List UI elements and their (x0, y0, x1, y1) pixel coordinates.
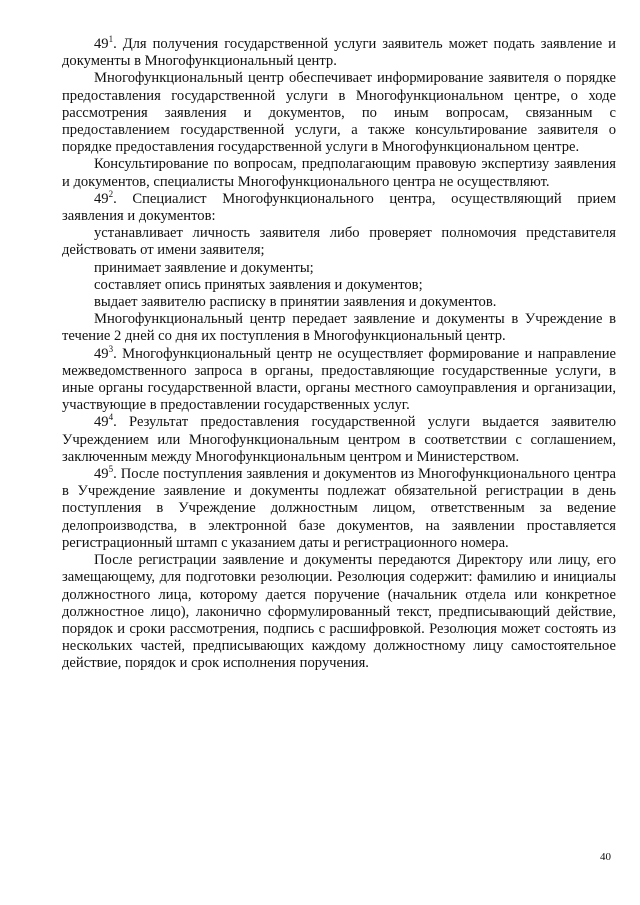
paragraph-49-5: $49^5$. После поступления заявления и документов из Многофункционального центра в Учреждение заявление и документы подлежат обязательной регистрации в день поступления в Учреждение должностным лицом, ответственным за ведение делопроизводства, в электронной базе документов, на заявлении проставляется регистрационный штамп с указанием даты и регистрационного номера. (62, 464, 616, 551)
paragraph-consulting: Консультирование по вопросам, предполагающим правовую экспертизу заявления и документов, специалисты Многофункционального центра не осуществляют. (62, 156, 616, 190)
paragraph-49-2: $49^2$. Специалист Многофункционального центра, осуществляющий прием заявления и документов: (62, 188, 616, 225)
list-item-receipt: выдает заявителю расписку в принятии заявления и документов. (94, 294, 497, 311)
document-body (62, 36, 616, 673)
list-item-accepts-documents: принимает заявление и документы; (94, 259, 314, 276)
paragraph-49-1: $49^1$. Для получения государственной услуги заявитель может подать заявление и документы в Многофункциональный центр. (62, 34, 616, 70)
paragraph-mfc-informing: Многофункциональный центр обеспечивает информирование заявителя о порядке предоставления государственной услуги в Многофункциональном центре, о ходе рассмотрения заявления и документов, по иным вопросам, связанным с предоставлением государственной услуги, а также консультирование заявителя о порядке предоставления государственной услуги в Многофункциональном центре. (62, 70, 616, 156)
paragraph-transfer: Многофункциональный центр передает заявление и документы в Учреждение в течение 2 дней со дня их поступления в Многофункциональный центр. (62, 311, 616, 345)
paragraph-resolution: После регистрации заявление и документы передаются Директору или лицу, его замещающему, для подготовки резолюции. Резолюция содержит: фамилию и инициалы должностного лица, которому дается поручение (начальник отдела или конкретное должностное лицо), лаконично сформулированный текст, предписывающий действие, порядок и сроки рассмотрения, подпись с расшифровкой. Резолюция может состоять из нескольких частей, предписывающих каждому должностному лицу самостоятельное действие, порядок и срок исполнения поручения. (62, 552, 616, 672)
paragraph-49-4: $49^4$. Результат предоставления государственной услуги выдается заявителю Учреждением или Многофункциональным центром в соответствии с соглашением, заключенным между Многофункциональным центром и Министерством. (62, 412, 616, 465)
list-item-identity-check: устанавливает личность заявителя либо проверяет полномочия представителя действовать от имени заявителя; (62, 225, 616, 259)
list-item-inventory: составляет опись принятых заявления и документов; (94, 276, 423, 293)
paragraph-49-3: $49^3$. Многофункциональный центр не осуществляет формирование и направление межведомственного запроса в органы, предоставляющие государственные услуги, в иные органы государственной власти, органы местного самоуправления и организации, участвующие в предоставлении государственных услуг. (62, 343, 616, 414)
page-number: 40 (600, 851, 611, 863)
